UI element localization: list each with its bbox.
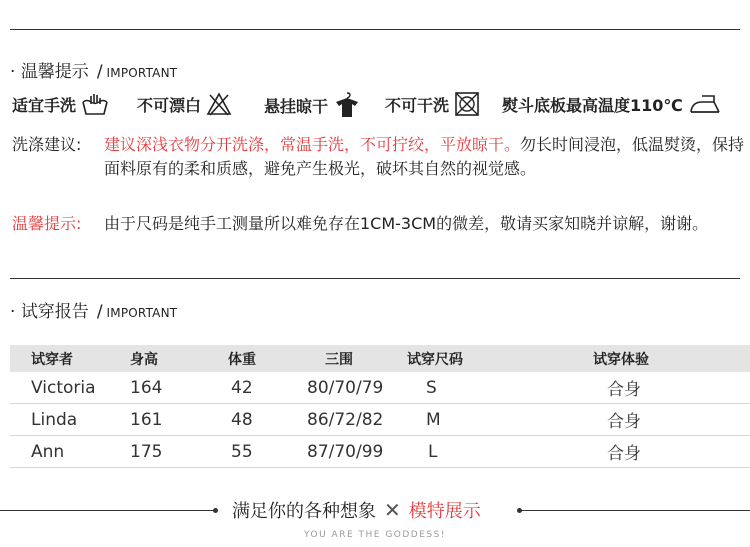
cell-weight: 42 — [231, 377, 253, 398]
footer-text-right: 模特展示 — [408, 501, 481, 522]
trial-report-table — [10, 345, 750, 468]
footer-dot-left — [213, 508, 218, 513]
cell-size: S — [426, 377, 437, 398]
care-item-hand-wash — [12, 92, 109, 116]
tips-title-en: IMPORTANT — [106, 66, 178, 80]
cell-fit: 合身 — [607, 380, 641, 400]
warm-tip-text: 由于尺码是纯手工测量所以难免存在1CM-3CM的微差，敬请买家知晓并谅解，谢谢。 — [104, 214, 709, 233]
table-row — [10, 404, 750, 436]
header-cell: 试穿尺码 — [407, 351, 463, 368]
care-label: 不可干洗 — [385, 95, 450, 115]
cell-name: Ann — [31, 441, 65, 462]
wash-advice — [12, 133, 750, 183]
header-cell: 试穿体验 — [593, 351, 649, 368]
trial-title-cn: 试穿报告 — [20, 302, 89, 322]
tips-section-title — [10, 57, 177, 82]
trial-section-title — [10, 297, 177, 322]
hang-dry-icon — [333, 92, 361, 118]
care-label: 悬挂晾干 — [264, 96, 329, 116]
no-dry-clean-icon — [454, 92, 480, 116]
wash-advice-rest: 勿长时间浸泡，低温熨烫，保持面料原有的柔和质感，避免产生极光，破坏其自然的视觉感。 — [104, 135, 745, 178]
care-item-iron — [502, 92, 722, 116]
cell-weight: 48 — [231, 409, 253, 430]
bullet-dot: · — [10, 62, 21, 82]
table-header — [10, 345, 750, 372]
care-item-no-bleach — [137, 92, 232, 116]
header-cell: 体重 — [228, 351, 256, 368]
warm-tip — [12, 212, 750, 262]
bullet-dot: · — [10, 302, 21, 322]
cell-weight: 55 — [231, 441, 253, 462]
iron-icon — [688, 92, 722, 116]
cell-size: M — [426, 409, 441, 430]
warm-tip-label: 温馨提示: — [12, 214, 82, 233]
footer-text-left: 满足你的各种想象 — [232, 501, 376, 522]
care-instructions-row — [12, 92, 742, 120]
cell-measurements: 80/70/79 — [307, 377, 384, 398]
middle-divider — [10, 278, 740, 279]
top-divider — [10, 29, 740, 30]
cell-height: 175 — [130, 441, 163, 462]
cell-fit: 合身 — [607, 444, 641, 464]
footer-line-left — [0, 510, 215, 511]
header-cell: 身高 — [130, 351, 158, 368]
table-row — [10, 436, 750, 468]
cell-name: Linda — [31, 409, 78, 430]
no-bleach-icon — [206, 92, 232, 116]
trial-title-en: IMPORTANT — [106, 306, 178, 320]
title-slash: / — [96, 302, 103, 322]
footer-subtitle: YOU ARE THE GODDESS! — [304, 530, 446, 540]
footer-slogan — [232, 497, 481, 523]
care-label: 不可漂白 — [137, 95, 202, 115]
cell-height: 161 — [130, 409, 163, 430]
cell-measurements: 87/70/99 — [307, 441, 384, 462]
footer-line-right — [520, 510, 750, 511]
hand-wash-icon — [81, 92, 109, 116]
cell-size: L — [428, 441, 438, 462]
header-cell: 试穿者 — [31, 351, 73, 368]
cell-fit: 合身 — [607, 412, 641, 432]
wash-advice-label: 洗涤建议: — [12, 135, 82, 154]
tips-title-cn: 温馨提示 — [20, 62, 89, 82]
care-label: 熨斗底板最高温度110℃ — [502, 95, 683, 115]
wash-advice-text — [104, 133, 749, 181]
header-cell: 三围 — [325, 351, 353, 368]
cell-measurements: 86/72/82 — [307, 409, 384, 430]
care-label: 适宜手洗 — [12, 95, 77, 115]
table-row — [10, 372, 750, 404]
title-slash: / — [96, 62, 103, 82]
cross-icon: ✕ — [384, 498, 401, 522]
care-item-no-dry-clean — [385, 92, 480, 116]
cell-name: Victoria — [31, 377, 96, 398]
care-item-hang-dry — [264, 92, 361, 118]
wash-advice-highlight: 建议深浅衣物分开洗涤，常温手洗，不可拧绞，平放晾干。 — [104, 135, 521, 154]
cell-height: 164 — [130, 377, 163, 398]
